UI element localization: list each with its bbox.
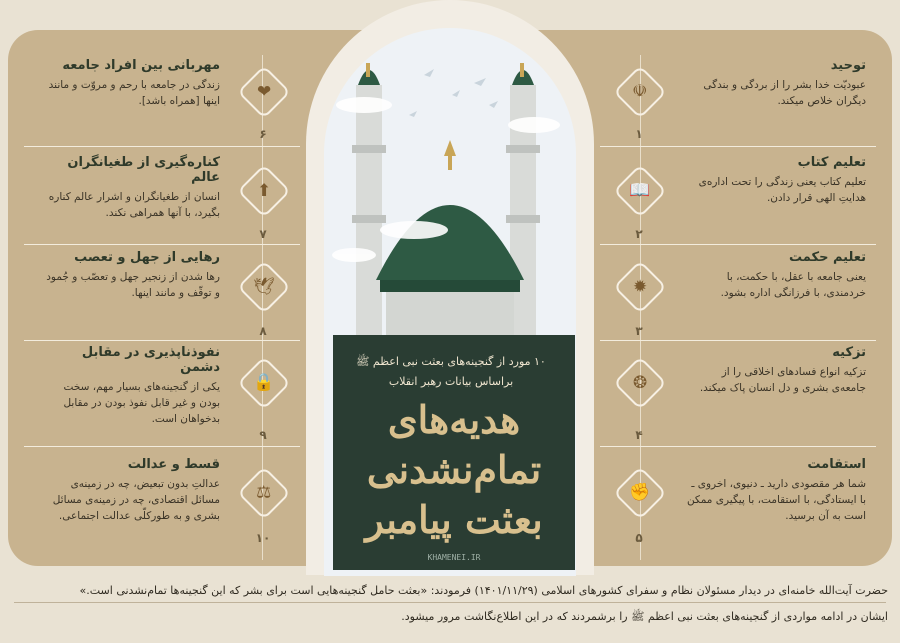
item-title: مهربانی بین افراد جامعه [62, 58, 220, 73]
list-item-7 [40, 155, 220, 221]
birds-icon [409, 69, 498, 117]
item-body: عبودیّت خدا بشر را از بردگی و بندگی دیگران خلاص میکند. [703, 79, 866, 107]
divider [600, 244, 876, 245]
item-number: ۳ [635, 324, 643, 338]
footer-line-2: ایشان در ادامه مواردی از گنجینه‌های بعثت نبی اعظم ﷺ را برشمردند که در این اطلاع‌نگاشت مرور میشود. [401, 610, 888, 623]
fist-icon: ✊ [613, 466, 667, 520]
item-number: ۲ [635, 227, 643, 241]
list-item-2 [686, 155, 866, 206]
item-number: ۵ [635, 531, 643, 545]
item-number: ۱۰ [255, 531, 271, 545]
divider [24, 340, 300, 341]
item-body: عدالتِ بدون تبعیض، چه در زمینه‌ی مسائل اقتصادی، چه در زمینه‌ی مسائل بشری و به طورکلّی عدالت اجتماعی. [52, 478, 220, 522]
list-item-1 [686, 58, 866, 109]
divider [600, 146, 876, 147]
item-body: رها شدن از زنجیر جهل و تعصّب و جُمود و توقّف و مانند اینها. [46, 271, 220, 299]
list-item-10 [40, 457, 220, 524]
divider [24, 146, 300, 147]
up-arrow-icon: ⬆ [237, 164, 291, 218]
panel-title-line-3: بعثت پیامبر [365, 497, 543, 542]
item-number: ۹ [259, 428, 267, 442]
item-title: قسط و عدالت [127, 457, 220, 472]
item-title: تعلیم کتاب [797, 155, 866, 170]
list-item-4 [686, 345, 866, 396]
item-title: تزکیه [832, 345, 866, 360]
item-body: یکی از گنجینه‌های بسیار مهم، سخت بودن و غیر قابل نفوذ بودن در مقابل بدخواهان است. [63, 381, 220, 425]
divider [600, 340, 876, 341]
panel-subtitle-1: ۱۰ مورد از گنجینه‌های بعثت نبی اعظم ﷺ [356, 355, 546, 368]
item-body: تعلیم کتاب یعنی زندگی را تحت اداره‌ی هدایتِ الهی قرار دادن. [698, 176, 866, 204]
item-body: تزکیه انواع فسادهای اخلاقی را از جامعه‌ی بشری و دل انسان پاک میکند. [699, 366, 866, 394]
title-panel [333, 335, 575, 570]
divider [600, 446, 876, 447]
brand-logo-text: KHAMENEI.IR [427, 553, 481, 562]
drop-icon: ❂ [613, 356, 667, 410]
item-number: ۴ [635, 428, 643, 442]
dove-icon: 🕊 [237, 260, 291, 314]
lock-icon: 🔒 [237, 356, 291, 410]
item-body: انسان از طغیانگران و اشرار عالم کناره بگیرد، با آنها همراهی نکند. [48, 191, 220, 219]
item-title: تعلیم حکمت [789, 250, 866, 265]
item-number: ۸ [259, 324, 267, 338]
panel-subtitle-2: براساس بیانات رهبر انقلاب [388, 375, 514, 388]
heart-hands-icon: ❤ [237, 65, 291, 119]
item-number: ۱ [635, 127, 643, 141]
list-item-9 [40, 345, 220, 427]
item-number: ۶ [259, 127, 267, 141]
item-title: نفوذناپذیری در مقابل دشمن [81, 345, 220, 375]
item-title: استقامت [807, 457, 866, 472]
green-dome [376, 140, 524, 340]
list-item-5 [686, 457, 866, 524]
item-body: شما هر مقصودی دارید ـ دنیوی، اخروی ـ با ایستادگی، با استقامت، با پیگیری ممکن است به آن برسید. [686, 478, 866, 522]
footer-line-1: حضرت آیت‌الله خامنه‌ای در دیدار مسئولان نظام و سفرای کشورهای اسلامی (۱۴۰۱/۱۱/۲۹) فرمودند: «بعثت حامل گنجینه‌هایی است برای بشر که این گنجینه‌ها تمام‌نشدنی است.» [79, 584, 888, 597]
allah-emblem-icon: ☫ [613, 65, 667, 119]
item-number: ۷ [259, 227, 267, 241]
item-title: توحید [830, 58, 866, 73]
divider [24, 244, 300, 245]
list-item-3 [686, 250, 866, 301]
list-item-8 [40, 250, 220, 301]
item-title: رهایی از جهل و تعصب [74, 250, 220, 265]
scales-icon: ⚖ [237, 466, 291, 520]
list-item-6 [40, 58, 220, 109]
footer-rule [14, 602, 886, 603]
divider [24, 446, 300, 447]
lamp-icon: ✹ [613, 260, 667, 314]
panel-title-line-1: هدیه‌های [387, 397, 521, 442]
mosque-illustration [324, 55, 576, 345]
item-title: کناره‌گیری از طغیانگران عالم [67, 155, 220, 185]
panel-title-line-2: تمام‌نشدنی [366, 447, 542, 492]
item-body: یعنی جامعه با عقل، با حکمت، با خردمندی، با فرزانگی اداره بشود. [720, 271, 866, 299]
item-body: زندگی در جامعه با رحم و مروّت و مانند اینها [همراه باشد]. [48, 79, 220, 107]
book-icon: 📖 [613, 164, 667, 218]
